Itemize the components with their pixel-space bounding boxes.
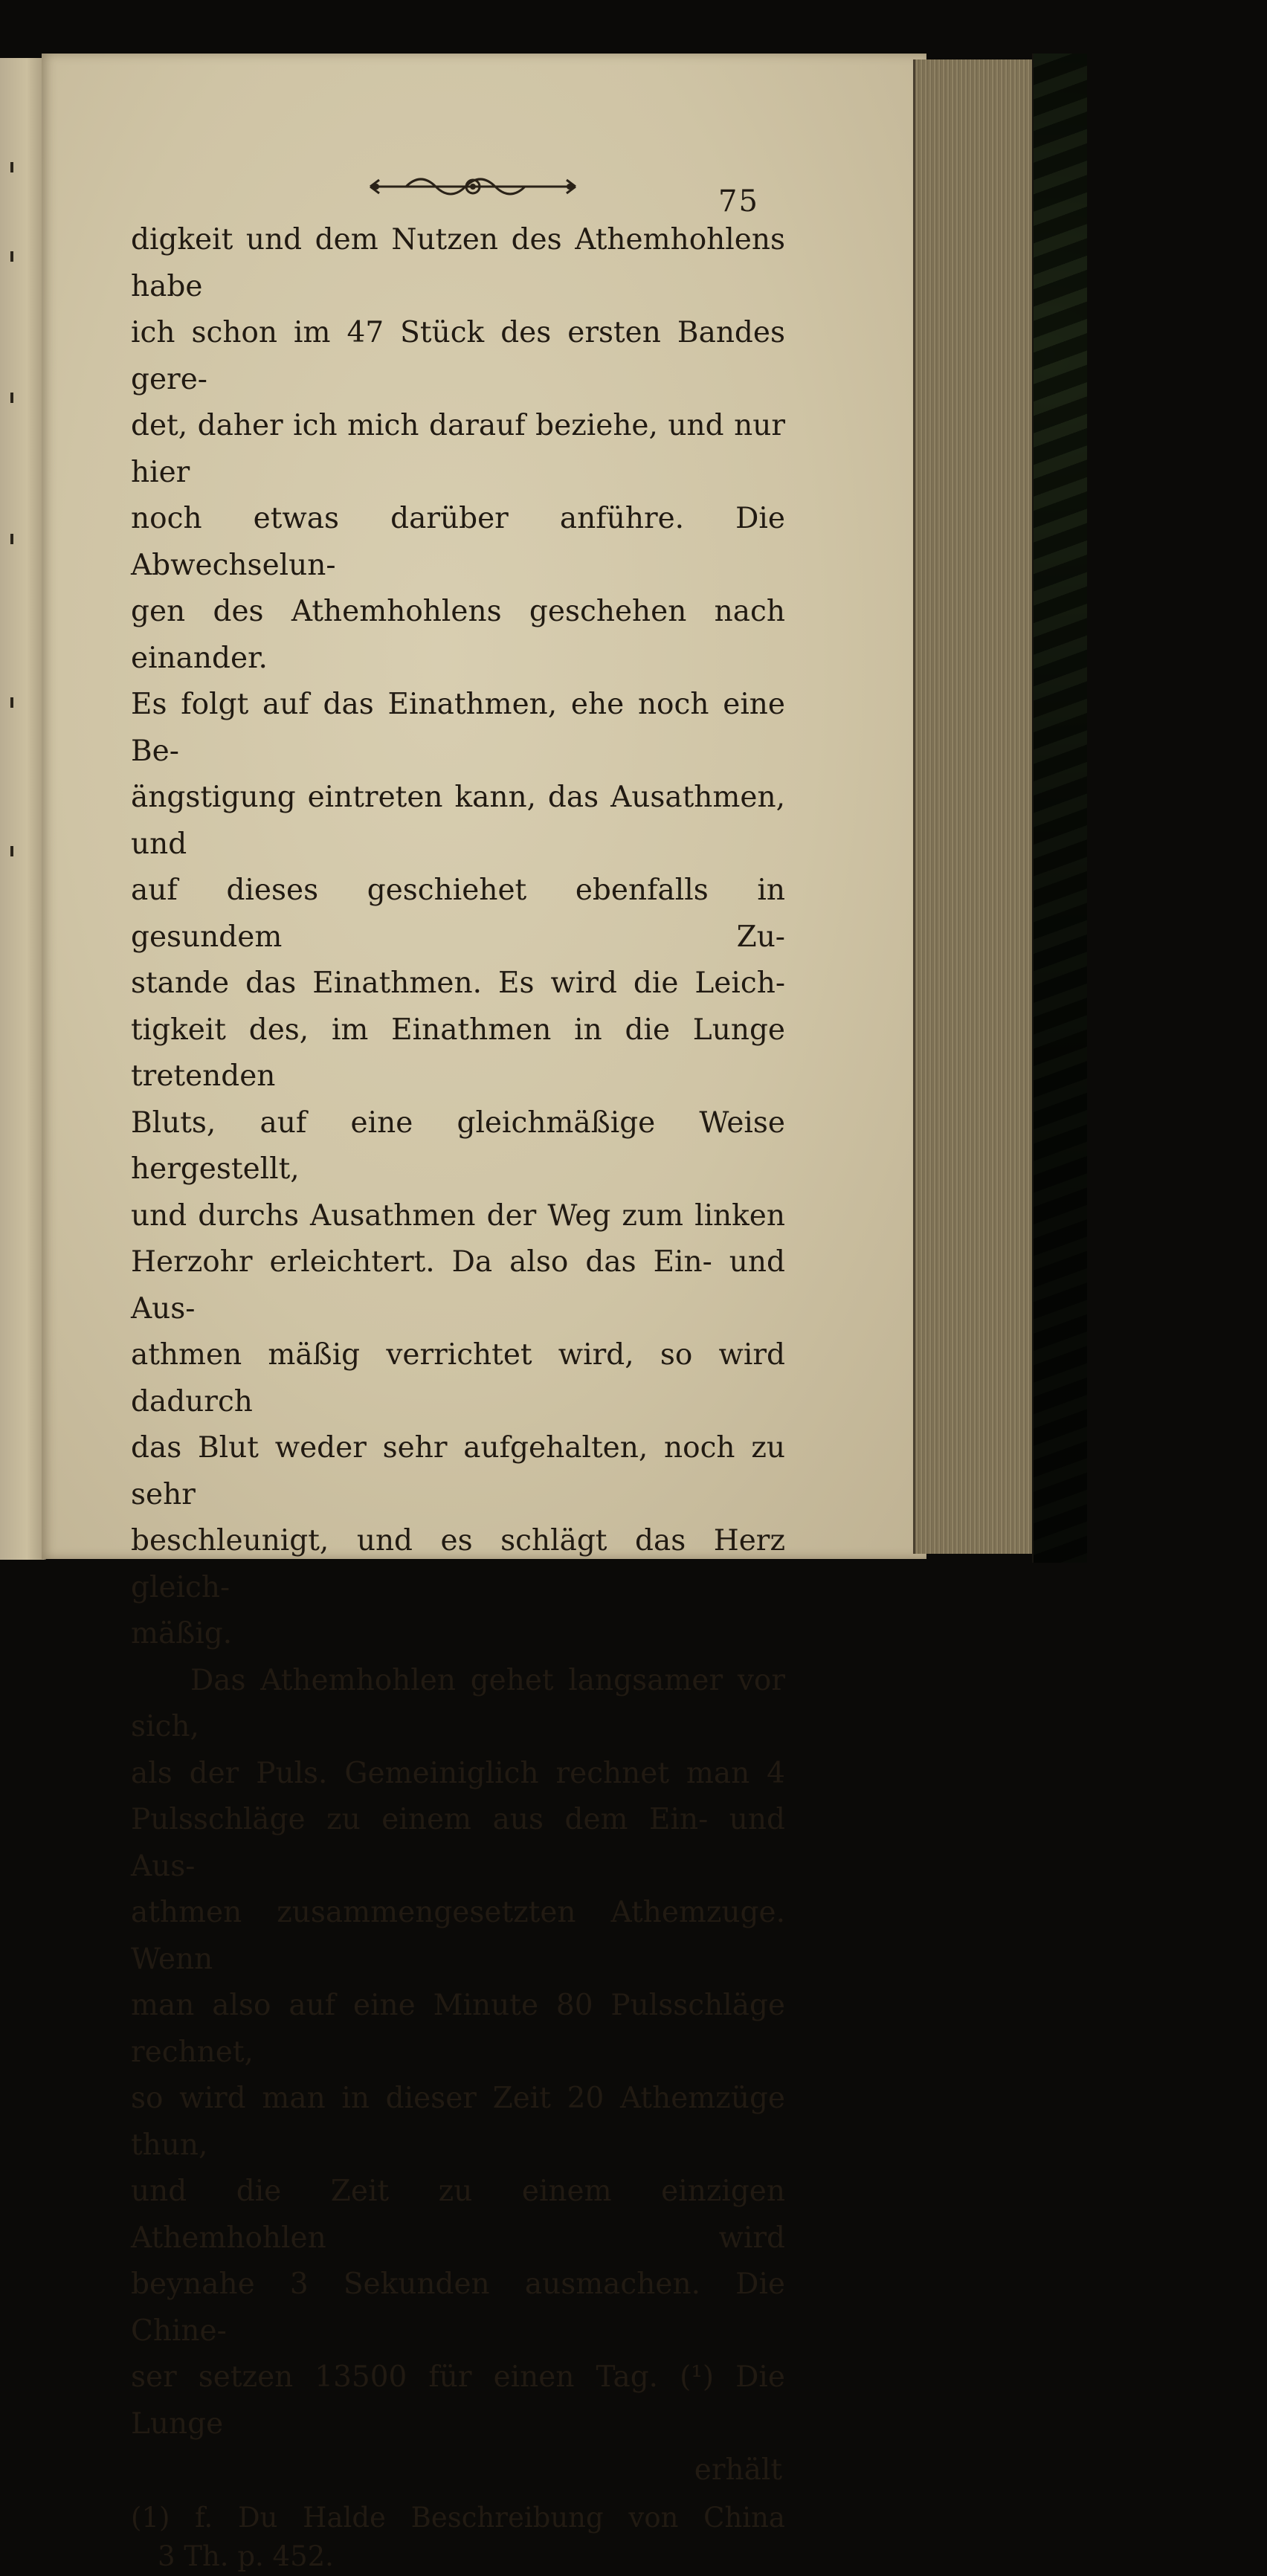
text-line: man also auf eine Minute 80 Pulsschläge rechnet, (131, 1989, 785, 2069)
book-page (42, 54, 926, 2572)
text-line: beynahe 3 Sekunden ausmachen. Die Chine- (131, 2267, 785, 2348)
margin-mark (10, 393, 13, 403)
text-line: beschleunigt, und es schlägt das Herz gleich- (131, 1524, 785, 1604)
page-content (131, 165, 785, 2576)
text-line: Es folgt auf das Einathmen, ehe noch eine Be- (131, 688, 785, 768)
text-line: ser setzen 13500 für einen Tag. (¹) Die Lunge (131, 2360, 785, 2441)
footnote-line: (1) f. Du Halde Beschreibung von China (131, 2501, 785, 2534)
margin-mark (10, 534, 13, 544)
text-line: stande das Einathmen. Es wird die Leich- (131, 966, 785, 1000)
decorative-headpiece-icon (361, 170, 584, 204)
footnote-line: 3 Th. p. 452. (158, 2540, 334, 2572)
marbled-cover (1032, 54, 1087, 1563)
page-number: 75 (718, 184, 759, 219)
text-line: Pulsschläge zu einem aus dem Ein- und Aus- (131, 1803, 785, 1883)
margin-mark (10, 697, 13, 708)
text-line: Herzohr erleichtert. Da also das Ein- und Aus- (131, 1245, 785, 1326)
footnote (131, 2499, 785, 2576)
text-line: das Blut weder sehr aufgehalten, noch zu sehr (131, 1431, 785, 1511)
text-line: ängstigung eintreten kann, das Ausathmen, und (131, 781, 785, 861)
text-line: mäßig. (131, 1617, 233, 1650)
text-line: noch etwas darüber anführe. Die Abwechselun- (131, 502, 785, 582)
text-line: auf dieses geschiehet ebenfalls in gesundem Zu- (131, 874, 785, 954)
text-line: athmen mäßig verrichtet wird, so wird dadurch (131, 1338, 785, 1418)
page-block-edge (913, 59, 1034, 1554)
margin-mark (10, 846, 13, 856)
catchword: erhält (694, 2453, 782, 2487)
text-line: Das Athemhohlen gehet langsamer vor sich, (131, 1663, 785, 1743)
margin-mark (10, 162, 13, 172)
text-line: ich schon im 47 Stück des ersten Bandes gere- (131, 316, 785, 396)
page-header (131, 165, 785, 217)
text-line: tigkeit des, im Einathmen in die Lunge tretenden (131, 1013, 785, 1093)
margin-mark (10, 251, 13, 262)
text-line: so wird man in dieser Zeit 20 Athemzüge thun, (131, 2082, 785, 2162)
text-line: digkeit und dem Nutzen des Athemhohlens habe (131, 223, 785, 303)
text-line: det, daher ich mich darauf beziehe, und nur hier (131, 409, 785, 489)
text-line: und durchs Ausathmen der Weg zum linken (131, 1198, 785, 1233)
text-line: und die Zeit zu einem einzigen Athemhohlen wird (131, 2175, 785, 2255)
text-line: Bluts, auf eine gleichmäßige Weise hergestellt, (131, 1105, 785, 1186)
text-line: athmen zusammengesetzten Athemzuge. Wenn (131, 1896, 785, 1976)
text-line: gen des Athemhohlens geschehen nach einander. (131, 595, 785, 675)
text-line: als der Puls. Gemeiniglich rechnet man 4 (131, 1756, 785, 1790)
left-page-edge (0, 58, 46, 1560)
body-text (131, 217, 785, 2447)
